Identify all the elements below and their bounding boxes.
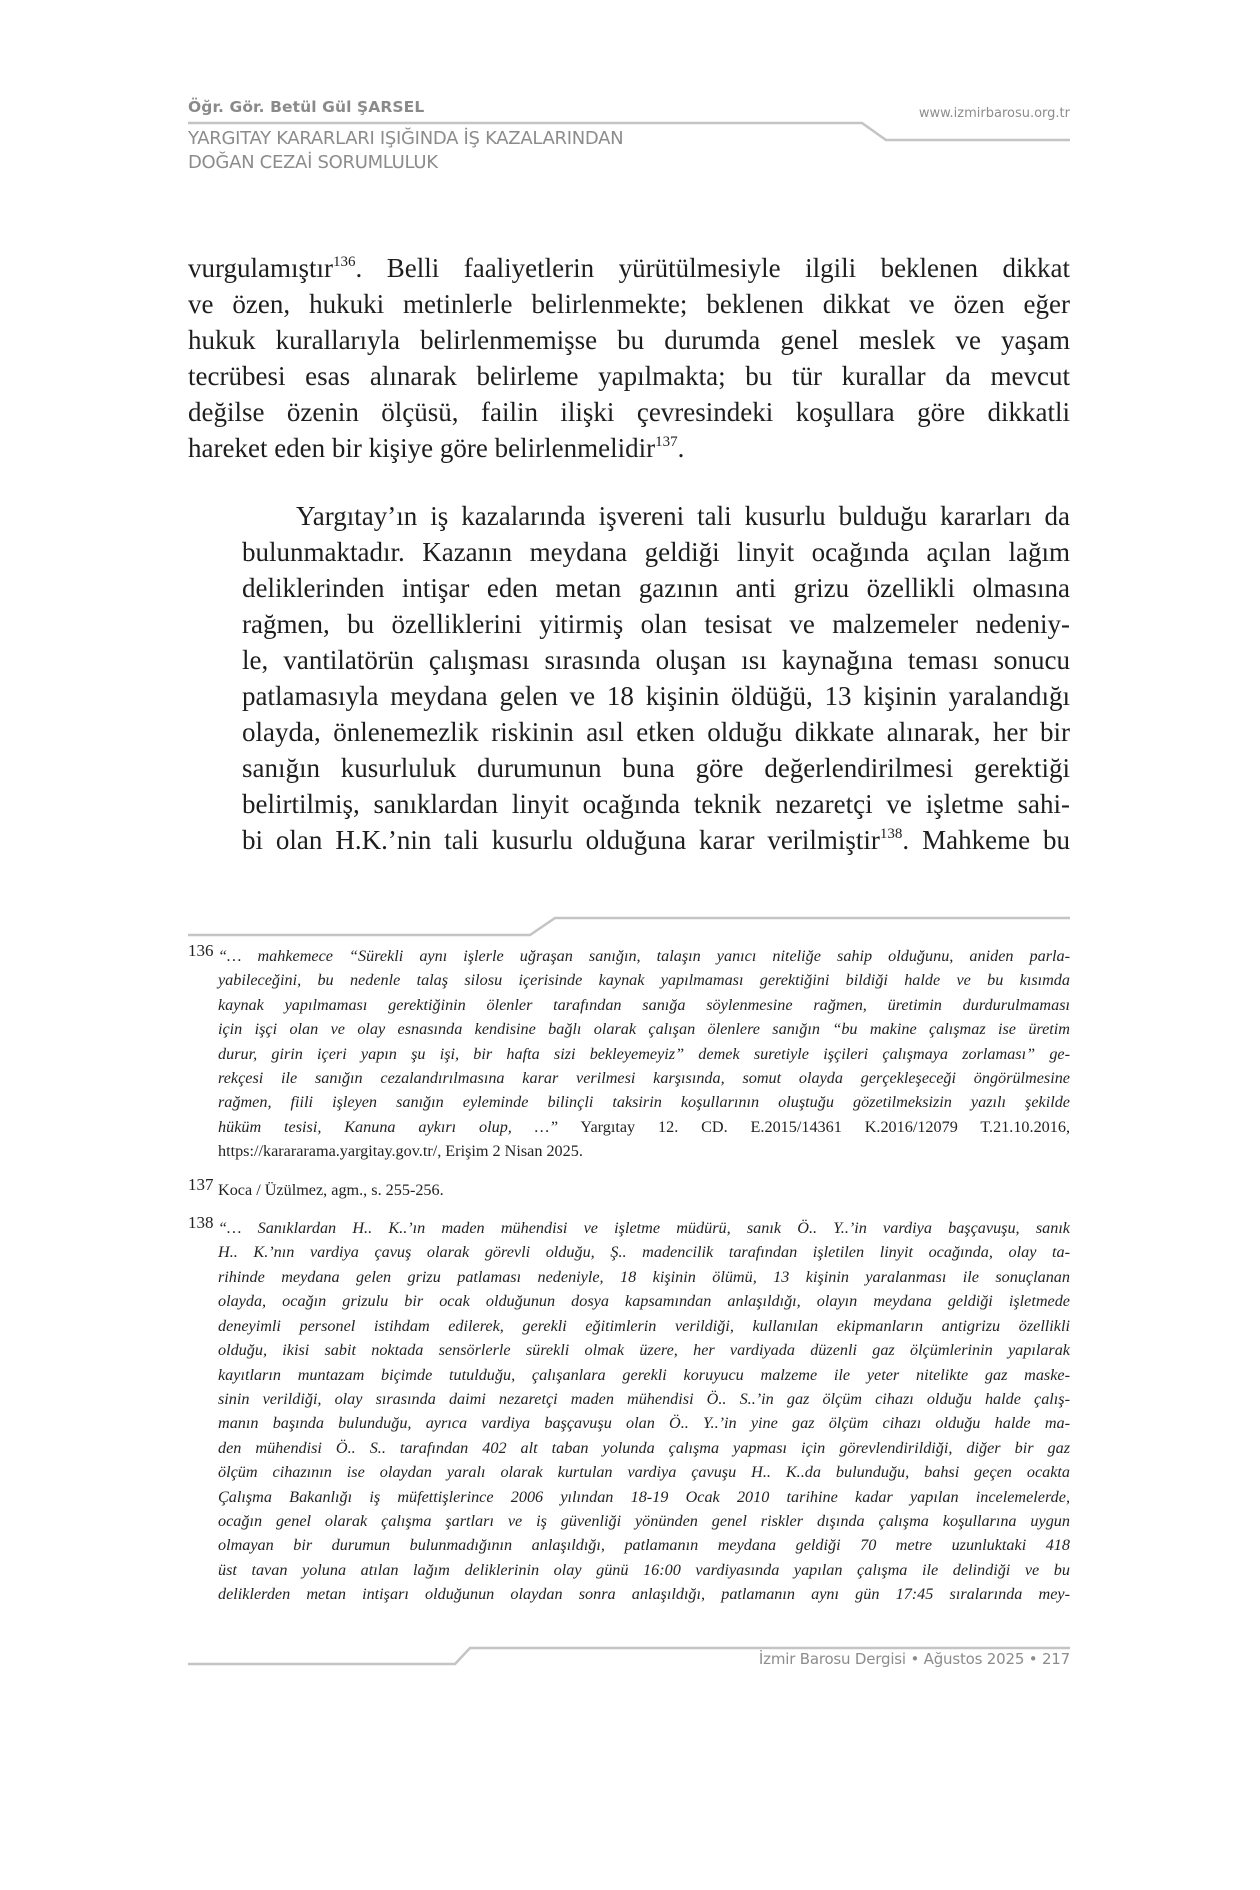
article-title-line-2: DOĞAN CEZAİ SORUMLULUK: [188, 152, 438, 173]
text-span: . Belli faaliyetlerin yürütülmesiyle ilgili beklenen dikkat: [355, 253, 1070, 283]
paragraph-1: [188, 250, 1070, 466]
article-title-line-1: YARGITAY KARARLARI IŞIĞINDA İŞ KAZALARINDAN: [188, 128, 624, 149]
website-link[interactable]: www.izmirbarosu.org.tr: [918, 106, 1070, 121]
footnote-line: üst tavan yoluna atılan lağım deliklerinin olay günü 16:00 vardiyasında yapılan çalışma ile delindiği ve bu: [218, 1560, 1070, 1579]
footnote-line: için işçi olan ve olay esnasında kendisine bağlı olarak çalışan ölenlere sanığın “bu makine çalışmaz ise üretim: [218, 1020, 1070, 1039]
text-line: hukuk kurallarıyla belirlenmemişse bu durumda genel meslek ve yaşam: [188, 325, 1070, 355]
footnote-line: rekçesi ile sanığın cezalandırılmasına karar verilmesi karşısında, somut olayda gerçekleşeceği öngörülmesine: [218, 1069, 1070, 1088]
footnote-text: [218, 1216, 1070, 1607]
footnote-line: ocağın genel olarak çalışma şartları ve iş güvenliği yönünden genel riskler dışında çalışma koşullarına uygun: [218, 1511, 1070, 1530]
footnote-line: rağmen, fiili işleyen sanığın eyleminde bilinçli taksirin koşullarının oluştuğu gözetilmeksizin yazılı şekilde: [218, 1093, 1070, 1112]
footnote-line: olmayan bir durumun bulunmadığının anlaşıldığı, patlamanın meydana geldiği 70 metre uzunluktaki 418: [218, 1536, 1070, 1555]
footnote-line: manın başında bulunduğu, ayrıca vardiya başçavuşu olan Ö.. Y..’in yine gaz ölçüm cihazı olduğu halde ma-: [218, 1414, 1070, 1433]
text-line: deliklerinden intişar eden metan gazının anti grizu özellikli olmasına: [242, 573, 1070, 603]
text-span: hüküm tesisi, Kanuna aykırı olup, …”: [218, 1117, 559, 1136]
footnote-line: sinin verildiği, olay sırasında daimi nezaretçi maden mühendisi Ö.. S..’in gaz ölçüm cihazı olduğu halde çalış-: [218, 1389, 1070, 1408]
footnote-line: olduğu, ikisi sabit noktada sensörlerle sürekli olmak üzere, her vardiyada düzenli gaz ölçümlerinin yapılarak: [218, 1341, 1070, 1360]
text-line: sanığın kusurluluk durumunun buna göre değerlendirilmesi gerektiği: [242, 753, 1070, 783]
footnote-line: [218, 1115, 1070, 1139]
footnote-number: 136: [188, 941, 214, 960]
text-line: [188, 250, 1070, 286]
footnote-ref-137[interactable]: 137: [655, 434, 678, 450]
text-line: [188, 430, 1070, 466]
footnote-line: den mühendisi Ö.. S.. tarafından 402 alt taban yolunda çalışma yapması için görevlendirildiği, diğer bir gaz: [218, 1438, 1070, 1457]
text-span: hareket eden bir kişiye göre belirlenmelidir: [188, 433, 656, 463]
citation-text: Yargıtay 12. CD. E.2015/14361 K.2016/12079 T.21.10.2016,: [558, 1117, 1070, 1136]
footnote-line: H.. K.’nın vardiya çavuş olarak görevli olduğu, Ş.. madencilik tarafından işletilen linyit ocağında, olay ta-: [218, 1243, 1070, 1262]
footnote-separator-rule: [188, 918, 1070, 935]
footnote-line: yabileceğini, bu nedenle talaş silosu içerisinde kaynak yapılmaması gerektiğini bildiği halde ve bu kısımda: [218, 971, 1070, 990]
footnote-ref-138[interactable]: 138: [879, 826, 903, 842]
footnote-line: “… Sanıklardan H.. K..’ın maden mühendisi ve işletme müdürü, sanık Ö.. Y..’in vardiya başçavuşu, sanık: [218, 1219, 1070, 1238]
footnote-line: kaynak yapılmaması gerektiğinin ölenler tarafından sanığa söylenmesine rağmen, üretimin durdurulmaması: [218, 995, 1070, 1014]
article-title: [188, 127, 623, 175]
footnote-137: [188, 1174, 1070, 1202]
footnote-line: Çalışma Bakanlığı iş müfettişlerince 2006 yılından 18-19 Ocak 2010 tarihine kadar yapılan incelemelerde,: [218, 1487, 1070, 1506]
footnote-138: [188, 1213, 1070, 1607]
text-span: .: [677, 433, 685, 463]
text-line: Yargıtay’ın iş kazalarında işvereni tali kusurlu bulduğu kararları da: [296, 501, 1070, 531]
text-span: vurgulamıştır: [188, 253, 333, 283]
text-line: bulunmaktadır. Kazanın meydana geldiği linyit ocağında açılan lağım: [242, 537, 1070, 567]
text-line: tecrübesi esas alınarak belirleme yapılmakta; bu tür kurallar da mevcut: [188, 361, 1070, 391]
footnote-line: ölçüm cihazının ise olaydan yaralı olarak kurtulan vardiya çavuşu H.. K..da bulunduğu, bahsi geçen ocakta: [218, 1463, 1070, 1482]
footnote-line: olayda, ocağın grizulu bir ocak olduğunun dosya kapsamından anlaşıldığı, olayın meydana geldiği işletmede: [218, 1292, 1070, 1311]
text-line: [188, 822, 1070, 858]
footnote-line: durur, girin içeri yapın şu işi, bir hafta sizi bekleyemeyiz” demek suretiyle işçileri çalışmaya zorlaması” ge-: [218, 1044, 1070, 1063]
footnote-number: 137: [188, 1174, 214, 1194]
paragraph-2: [188, 498, 1070, 858]
body-text: [188, 250, 1070, 858]
footnotes: [188, 941, 1070, 1619]
footnote-number: 138: [188, 1213, 214, 1233]
text-line: olayda, önlenemezlik riskinin asıl etken olduğu dikkate alınarak, her bir: [242, 717, 1070, 747]
text-line: patlamasıyla meydana gelen ve 18 kişinin öldüğü, 13 kişinin yaralandığı: [242, 681, 1070, 711]
footnote-line: rihinde meydana gelen grizu patlaması nedeniyle, 18 kişinin ölümü, 13 kişinin yaralanması ile sonuçlanan: [218, 1267, 1070, 1286]
footnote-line: “… mahkemece “Sürekli aynı işlerle uğraşan sanığın, talaşın yanıcı niteliğe sahip olduğunu, aniden parla-: [218, 947, 1070, 965]
author-name: Öğr. Gör. Betül Gül ŞARSEL: [188, 98, 425, 116]
footnote-ref-136[interactable]: 136: [333, 254, 356, 270]
text-line: ve özen, hukuki metinlerle belirlenmekte; beklenen dikkat ve özen eğer: [188, 289, 1070, 319]
footnote-text: [218, 1178, 1070, 1202]
footnote-text: [218, 944, 1070, 1164]
footnote-line: kayıtların muntazam biçimde tutulduğu, çalışanlara gerekli koruyucu malzeme ile yeter nitelikte gaz maske-: [218, 1365, 1070, 1384]
text-line: le, vantilatörün çalışması sırasında oluşan ısı kaynağına teması sonucu: [242, 645, 1070, 675]
footnote-line: Koca / Üzülmez, agm., s. 255-256.: [218, 1180, 444, 1199]
text-span: . Mahkeme bu: [902, 825, 1070, 855]
citation-link[interactable]: https://karararama.yargitay.gov.tr/, Erişim 2 Nisan 2025.: [218, 1142, 583, 1161]
text-line: rağmen, bu özelliklerini yitirmiş olan tesisat ve malzemeler nedeniy-: [242, 609, 1070, 639]
footnote-136: [188, 941, 1070, 1164]
footnote-line: deliklerden metan intişarı olduğunun olaydan sonra anlaşıldığı, patlamanın aynı gün 17:45 sıralarında mey-: [218, 1585, 1070, 1604]
text-line: değilse özenin ölçüsü, failin ilişki çevresindeki koşullara göre dikkatli: [188, 397, 1070, 427]
text-span: bi olan H.K.’nin tali kusurlu olduğuna karar verilmiştir: [242, 825, 880, 855]
footnote-line: deneyimli personel istihdam edilerek, gerekli eğitimlerin verildiği, kullanılan ekipmanların antigrizu özellikli: [218, 1316, 1070, 1335]
text-line: belirtilmiş, sanıklardan linyit ocağında teknik nezaretçi ve işletme sahi-: [242, 789, 1070, 819]
page-footer: İzmir Barosu Dergisi • Ağustos 2025 • 217: [758, 1650, 1070, 1668]
